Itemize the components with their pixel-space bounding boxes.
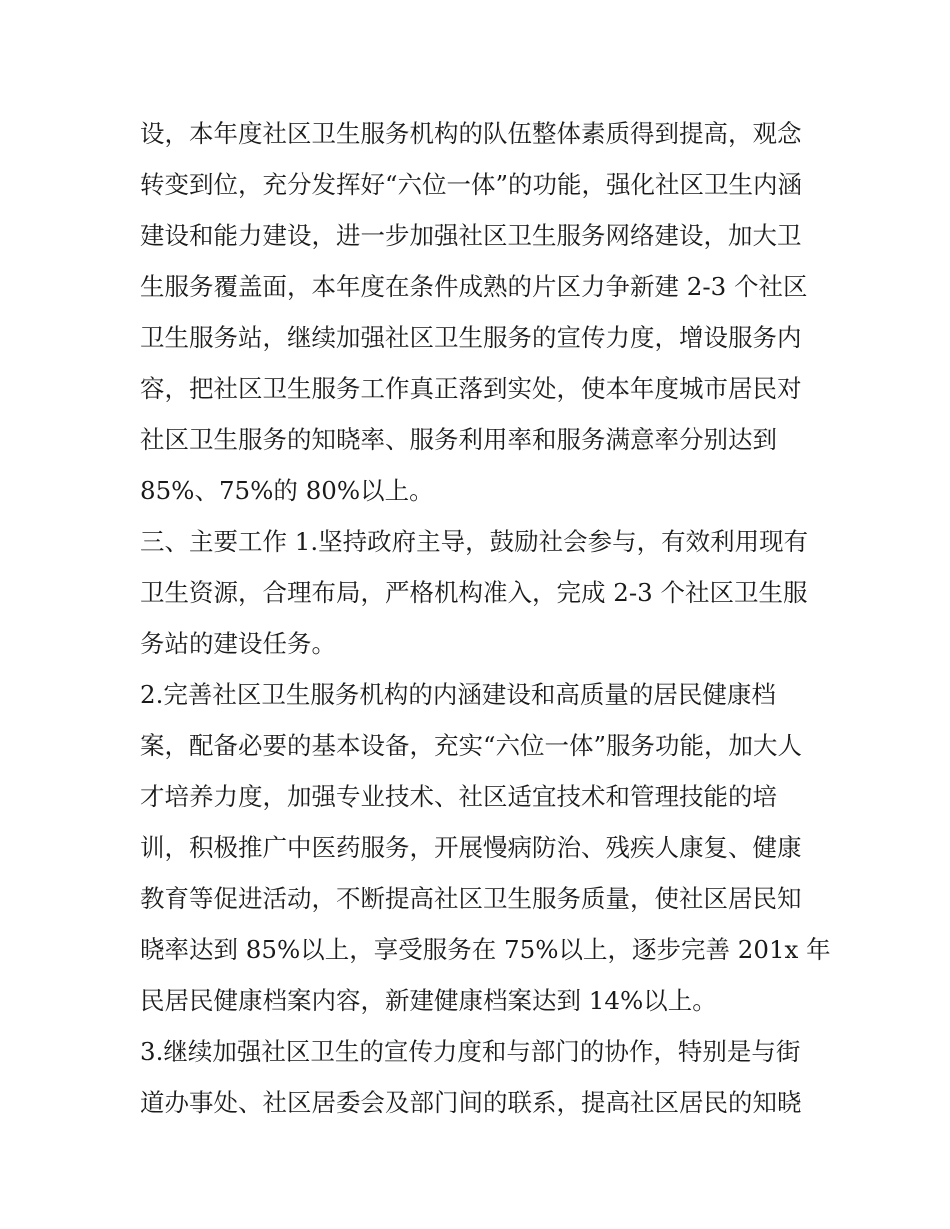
text-line: 设，本年度社区卫生服务机构的队伍整体素质得到提高，观念 (140, 119, 802, 148)
numbered-item-3-line: 3.继续加强社区卫生的宣传力度和与部门的协作，特别是与街 (140, 1037, 801, 1066)
text-line: 卫生资源，合理布局，严格机构准入，完成 2-3 个社区卫生服 (140, 578, 808, 607)
text-line: 社区卫生服务的知晓率、服务利用率和服务满意率分别达到 (140, 425, 777, 454)
text-line: 容，把社区卫生服务工作真正落到实处，使本年度城市居民对 (140, 374, 802, 403)
numbered-item-2-line: 2.完善社区卫生服务机构的内涵建设和高质量的居民健康档 (140, 680, 776, 709)
text-line: 建设和能力建设，进一步加强社区卫生服务网络建设，加大卫 (140, 221, 802, 250)
text-line: 晓率达到 85%以上，享受服务在 75%以上，逐步完善 201x 年 (140, 935, 831, 964)
text-line: 转变到位，充分发挥好“六位一体”的功能，强化社区卫生内涵 (140, 170, 803, 199)
text-line: 才培养力度，加强专业技术、社区适宜技术和管理技能的培 (140, 782, 777, 811)
text-line: 训，积极推广中医药服务，开展慢病防治、残疾人康复、健康 (140, 833, 802, 862)
section-heading-line: 三、主要工作 1.坚持政府主导，鼓励社会参与，有效利用现有 (140, 527, 809, 556)
text-line: 务站的建设任务。 (140, 629, 336, 658)
text-line: 民居民健康档案内容，新建健康档案达到 14%以上。 (140, 986, 717, 1015)
text-line: 道办事处、社区居委会及部门间的联系，提高社区居民的知晓 (140, 1088, 802, 1117)
text-line: 教育等促进活动，不断提高社区卫生服务质量，使社区居民知 (140, 884, 802, 913)
document-body (140, 108, 831, 1128)
text-line: 案，配备必要的基本设备，充实“六位一体”服务功能，加大人 (140, 731, 803, 760)
text-line: 卫生服务站，继续加强社区卫生服务的宣传力度，增设服务内 (140, 323, 802, 352)
text-line: 85%、75%的 80%以上。 (140, 476, 434, 505)
text-line: 生服务覆盖面，本年度在条件成熟的片区力争新建 2-3 个社区 (140, 272, 808, 301)
